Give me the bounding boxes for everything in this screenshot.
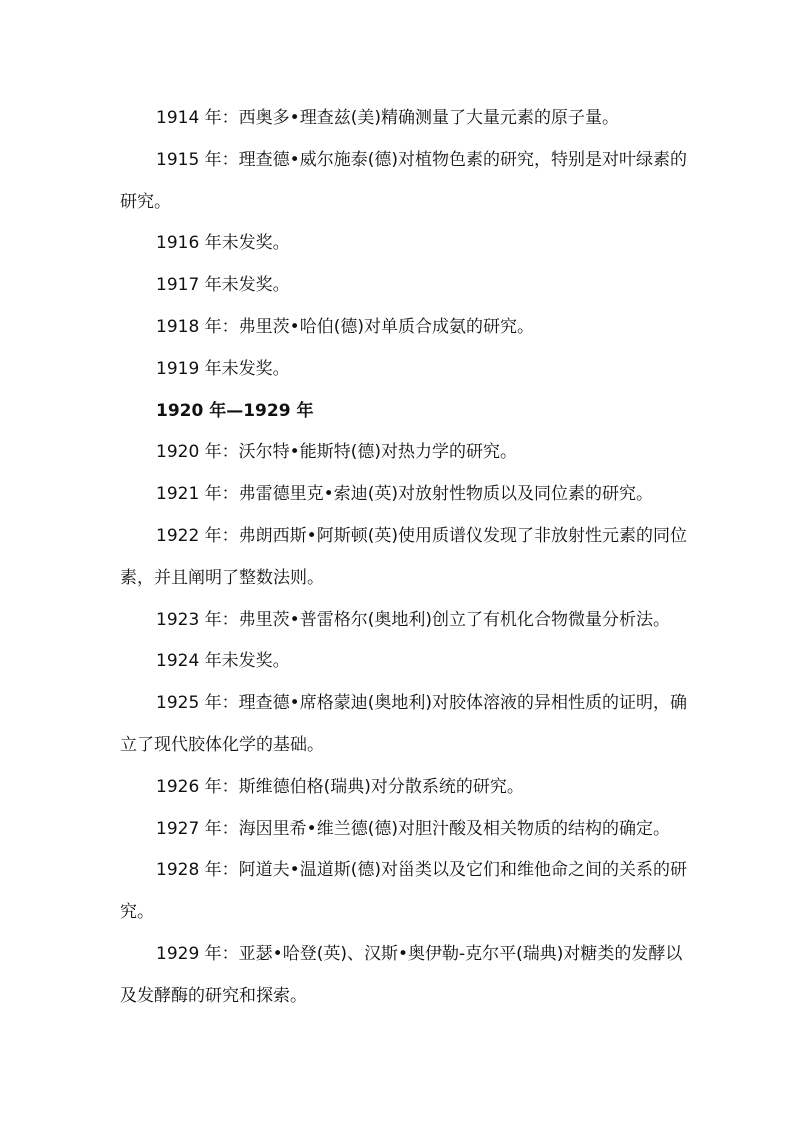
paragraph-1922: 1922 年：弗朗西斯•阿斯顿(英)使用质谱仪发现了非放射性元素的同位素，并且阐明了整数法则。: [120, 525, 687, 588]
paragraph-1920: 1920 年：沃尔特•能斯特(德)对热力学的研究。: [156, 442, 517, 463]
paragraph-1926: 1926 年：斯维德伯格(瑞典)对分散系统的研究。: [156, 776, 524, 797]
paragraph-1914: 1914 年：西奥多•理查兹(美)精确测量了大量元素的原子量。: [156, 108, 619, 128]
paragraph-1921: 1921 年：弗雷德里克•索迪(英)对放射性物质以及同位素的研究。: [156, 484, 653, 505]
paragraph-1915: 1915 年：理查德•威尔施泰(德)对植物色素的研究，特别是对叶绿素的研究。: [120, 149, 687, 212]
paragraph-1925: 1925 年：理查德•席格蒙迪(奥地利)对胶体溶液的异相性质的证明，确立了现代胶体化学的基础。: [120, 693, 687, 755]
paragraph-1928: 1928 年：阿道夫•温道斯(德)对甾类以及它们和维他命之间的关系的研究。: [120, 860, 687, 923]
paragraph-1929: 1929 年：亚瑟•哈登(英)、汉斯•奥伊勒-克尔平(瑞典)对糖类的发酵以及发酵酶的研究和探索。: [120, 943, 683, 1006]
section-heading-1920-1929: 1920 年—1929 年: [156, 400, 314, 421]
paragraph-1918: 1918 年：弗里茨•哈伯(德)对单质合成氨的研究。: [156, 316, 534, 337]
paragraph-1923: 1923 年：弗里茨•普雷格尔(奥地利)创立了有机化合物微量分析法。: [156, 609, 670, 630]
paragraph-1924: 1924 年未发奖。: [156, 651, 290, 672]
paragraph-1927: 1927 年：海因里希•维兰德(德)对胆汁酸及相关物质的结构的确定。: [156, 818, 670, 839]
document-body: [120, 98, 692, 1018]
paragraph-1917: 1917 年未发奖。: [156, 275, 290, 296]
paragraph-1919: 1919 年未发奖。: [156, 358, 290, 379]
paragraph-1916: 1916 年未发奖。: [156, 233, 290, 254]
